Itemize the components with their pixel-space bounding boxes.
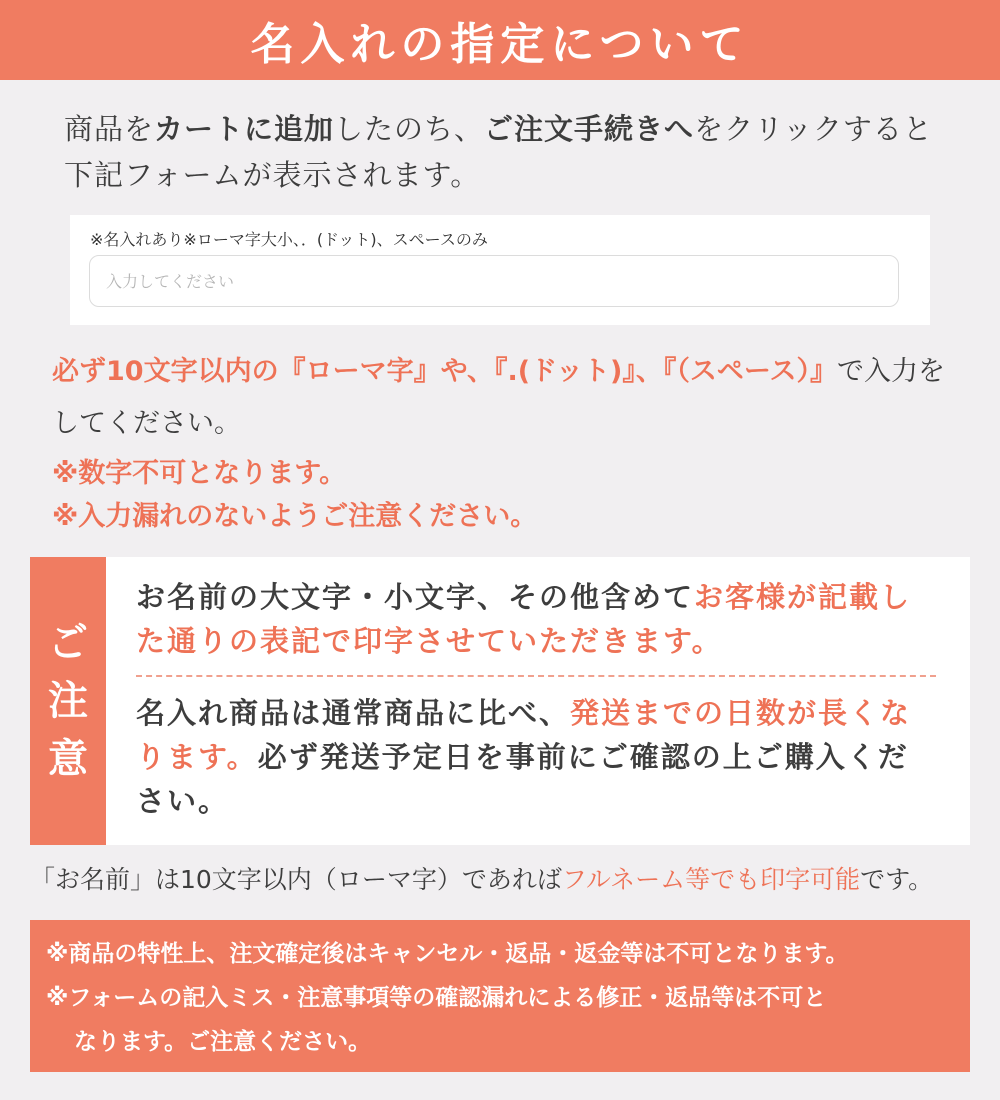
caution-text: 名入れ商品は通常商品に比べ、 (136, 696, 571, 730)
caution-body (136, 575, 936, 823)
intro-text-part: したのち、 (334, 112, 485, 146)
caution-tab-char: ご (48, 620, 88, 666)
caution-paragraph-shipping (136, 691, 936, 823)
caution-text: お名前の大文字・小文字、その他含めて (136, 580, 695, 614)
page-title: 名入れの指定について (250, 19, 750, 70)
input-guide-text: で入力を (837, 356, 946, 387)
fullname-highlight: フルネーム等でも印字可能 (561, 865, 861, 894)
add-to-cart-emphasis: カートに追加 (154, 112, 335, 146)
caution-highlight: 発送までの日数が長くなります。 (136, 696, 912, 774)
notice-line: ※フォームの記入ミス・注意事項等の確認漏れによる修正・返品等は不可と (46, 985, 827, 1011)
engraving-form-sample (70, 215, 930, 325)
fullname-text: です。 (860, 865, 934, 894)
no-return-notice (30, 920, 970, 1072)
engraving-field-label: ※名入れあり※ローマ字大小、．(ドット)、スペースのみ (90, 230, 488, 249)
input-guide-highlight: 必ず10文字以内の『ローマ字』や、『.(ドット)』、『（スペース）』 (52, 356, 838, 387)
caution-tab-char: 意 (48, 736, 88, 782)
engraving-input[interactable] (89, 255, 899, 307)
intro-text-part: をクリックすると (694, 112, 933, 146)
intro-text (64, 106, 964, 198)
intro-text-line2: 下記フォームが表示されます。 (64, 158, 481, 192)
dashed-divider (136, 675, 936, 677)
notice-line: なります。ご注意ください。 (74, 1029, 372, 1055)
page-header (0, 0, 1000, 80)
caution-highlight: お客様が記載した通りの表記で印字させていただきます。 (136, 580, 912, 658)
checkout-emphasis: ご注文手続きへ (484, 112, 695, 146)
intro-text-part: 商品を (64, 112, 155, 146)
warning-no-numbers: ※数字不可となります。 (52, 458, 347, 489)
notice-line: ※商品の特性上、注文確定後はキャンセル・返品・返金等は不可となります。 (46, 941, 849, 967)
input-guide-line2: してください。 (52, 408, 241, 439)
warning-list (52, 452, 537, 538)
caution-paragraph-case (136, 575, 936, 663)
warning-no-omissions: ※入力漏れのないようご注意ください。 (52, 501, 538, 532)
caution-tab-char: 注 (48, 678, 88, 724)
caution-panel (30, 557, 970, 845)
caution-tab (30, 557, 106, 845)
input-guide (52, 346, 972, 450)
fullname-text: 「お名前」は10文字以内（ローマ字）であれば (30, 865, 562, 894)
caution-text: 必ず発送予定日を事前にご確認の上ご購入ください。 (136, 740, 909, 818)
fullname-note (30, 860, 970, 900)
